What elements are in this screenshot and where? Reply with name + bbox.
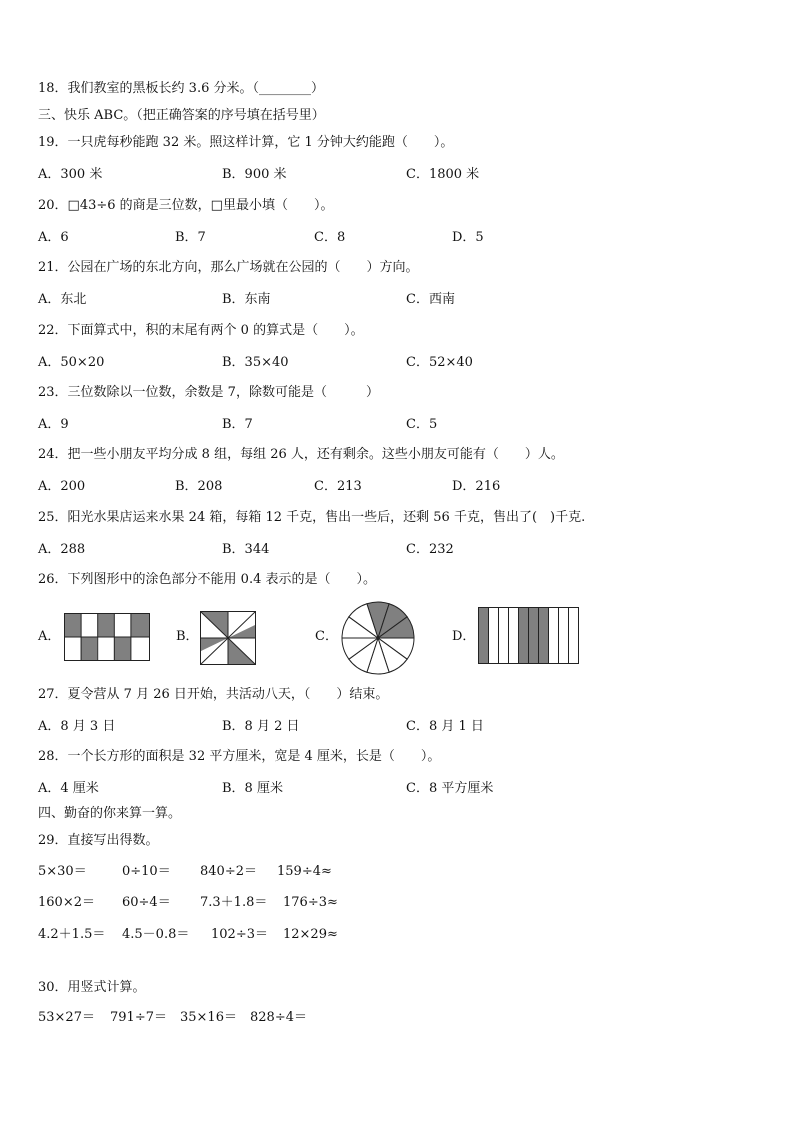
q21-option-c: C．西南 [406,292,455,307]
strip-cell [569,608,579,664]
q29-item: 0÷10＝ [122,864,171,879]
q20-option-c: C．8 [314,230,346,245]
strip-cell [499,608,509,664]
q19-option-b: B．900 米 [222,167,287,182]
q27-option-b: B．8 月 2 日 [222,719,300,734]
q29-item: 102÷3＝ [211,927,268,942]
question-19: 19．一只虎每秒能跑 32 米。照这样计算，它 1 分钟大约能跑（ ）。 [38,135,454,150]
question-26: 26．下列图形中的涂色部分不能用 0.4 表示的是（ ）。 [38,572,376,587]
q26-option-b-label: B． [176,629,199,644]
question-21: 21．公园在广场的东北方向，那么广场就在公园的（ ）方向。 [38,260,419,275]
q19-option-c: C．1800 米 [406,167,480,182]
q28-option-b: B．8 厘米 [222,781,283,796]
q26-option-a-label: A． [38,629,61,644]
strip-cell [519,608,529,664]
question-29: 29．直接写出得数。 [38,833,159,848]
q30-item: 791÷7＝ [110,1010,167,1025]
q24-option-c: C．213 [314,479,362,494]
q29-item: 60÷4＝ [122,895,171,910]
q22-option-b: B．35×40 [222,355,289,370]
question-20: 20．□43÷6 的商是三位数，□里最小填（ ）。 [38,198,334,213]
question-24: 24．把一些小朋友平均分成 8 组，每组 26 人，还有剩余。这些小朋友可能有（ ）人。 [38,447,564,462]
q25-option-b: B．344 [222,542,270,557]
strip-cell [539,608,549,664]
q28-option-a: A．4 厘米 [38,781,99,796]
q29-item: 7.3＋1.8＝ [200,895,268,910]
q19-option-a: A．300 米 [38,167,103,182]
q23-option-b: B．7 [222,417,253,432]
q26-option-c-label: C． [315,629,338,644]
section-3-heading: 三、快乐 ABC。（把正确答案的序号填在括号里） [38,108,325,123]
strip-cell [559,608,569,664]
q20-option-d: D．5 [452,230,484,245]
q27-option-a: A．8 月 3 日 [38,719,116,734]
q24-option-b: B．208 [175,479,223,494]
q26-figure-a-grid [64,613,150,661]
section-4-heading: 四、勤奋的你来算一算。 [38,806,182,821]
q29-item: 4.5－0.8＝ [122,927,190,942]
q24-option-a: A．200 [38,479,86,494]
q22-option-c: C．52×40 [406,355,473,370]
q30-item: 53×27＝ [38,1010,95,1025]
q26-figure-b-square [200,611,256,665]
q26-option-d-label: D． [452,629,476,644]
q25-option-a: A．288 [38,542,86,557]
strip-cell [509,608,519,664]
question-18: 18．我们教室的黑板长约 3.6 分米。（________） [38,81,324,96]
q21-option-b: B．东南 [222,292,271,307]
q20-option-a: A．6 [38,230,69,245]
q24-option-d: D．216 [452,479,501,494]
q20-option-b: B．7 [175,230,206,245]
question-23: 23．三位数除以一位数，余数是 7，除数可能是（ ） [38,385,379,400]
q29-item: 5×30＝ [38,864,87,879]
q30-item: 828÷4＝ [250,1010,307,1025]
q28-option-c: C．8 平方厘米 [406,781,494,796]
strip-cell [529,608,539,664]
q29-item: 160×2＝ [38,895,95,910]
q23-option-c: C．5 [406,417,438,432]
q23-option-a: A．9 [38,417,69,432]
question-22: 22．下面算式中，积的末尾有两个 0 的算式是（ ）。 [38,323,364,338]
strip-cell [549,608,559,664]
q30-item: 35×16＝ [180,1010,237,1025]
q21-option-a: A．东北 [38,292,87,307]
question-25: 25．阳光水果店运来水果 24 箱，每箱 12 千克，售出一些后，还剩 56 千克，售出了( )千克. [38,510,586,525]
q29-item: 159÷4≈ [277,864,332,879]
q29-item: 176÷3≈ [283,895,338,910]
q29-item: 840÷2＝ [200,864,257,879]
q29-item: 12×29≈ [283,927,338,942]
q29-item: 4.2＋1.5＝ [38,927,106,942]
q26-figure-d-strips [478,607,580,665]
q25-option-c: C．232 [406,542,454,557]
q22-option-a: A．50×20 [38,355,105,370]
strip-cell [479,608,489,664]
question-28: 28．一个长方形的面积是 32 平方厘米，宽是 4 厘米，长是（ ）。 [38,749,441,764]
question-27: 27．夏令营从 7 月 26 日开始，共活动八天，（ ）结束。 [38,687,389,702]
strip-cell [489,608,499,664]
question-30: 30．用竖式计算。 [38,980,146,995]
q26-figure-c-circle [340,600,416,676]
q27-option-c: C．8 月 1 日 [406,719,484,734]
